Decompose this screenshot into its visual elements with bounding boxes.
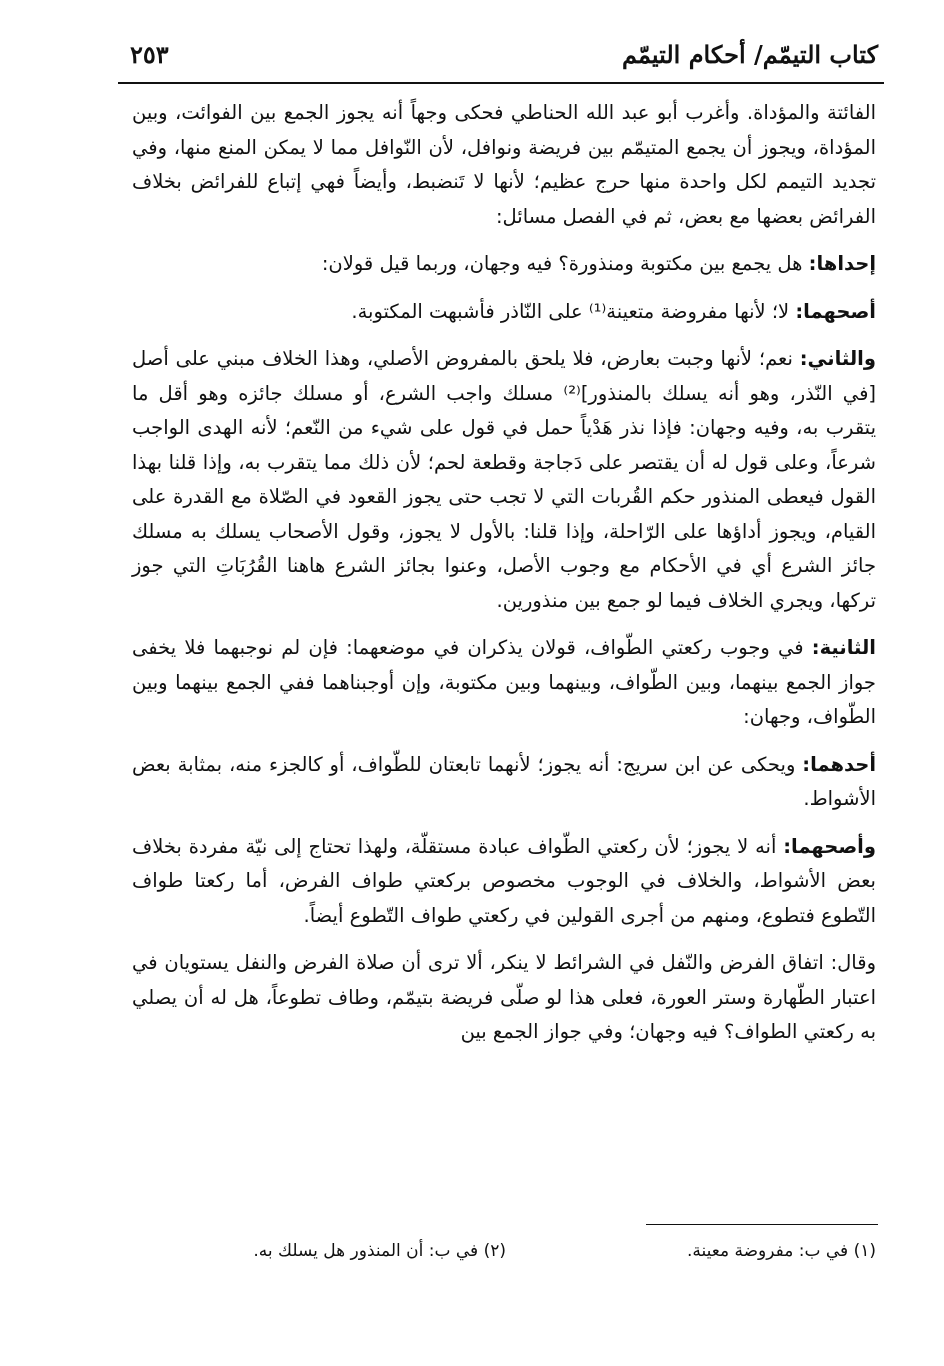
footnote-divider	[646, 1224, 878, 1225]
paragraph-first-issue	[132, 247, 876, 282]
paragraph-first-view	[132, 748, 876, 817]
page-header	[118, 36, 884, 84]
page-number: ٢٥٣	[130, 40, 169, 69]
footnote-2: (٢) في ب: أن المنذور هل يسلك به.	[253, 1241, 506, 1261]
paragraph-lead: وأصحهما:	[783, 834, 876, 858]
paragraph-intro	[132, 96, 876, 234]
paragraph-most-correct-2	[132, 830, 876, 934]
paragraph-text: لا؛ لأنها مفروضة متعينة⁽¹⁾ على النّاذر فأشبهت المكتوبة.	[351, 299, 796, 323]
paragraph-lead: والثاني:	[799, 347, 876, 370]
paragraph-text: أنه لا يجوز؛ لأن ركعتي الطّواف عبادة مستقلّة، ولهذا تحتاج إلى نيّة مفردة بخلاف بعض الأشواط، والخلاف في الوجوب مخصوص بركعتي طواف الفرض، أما ركعتا طواف التّطوع فتطوع، ومنهم من أجرى القولين في ركعتي طواف التّطوع أيضاً.	[132, 834, 876, 927]
paragraph-second-issue	[132, 631, 876, 735]
paragraph-text: وقال: اتفاق الفرض والنّفل في الشرائط لا ينكر، ألا ترى أن صلاة الفرض والنفل يستويان في اعتبار الطّهارة وستر العورة، فعلى هذا لو صلّى فريضة بتيمّم، وطاف تطوعاً، هل له أن يصلي به ركعتي الطواف؟ فيه وجهان؛ وفي جواز الجمع بين	[132, 951, 876, 1043]
paragraph-text: نعم؛ لأنها وجبت بعارض، فلا يلحق بالمفروض الأصلي، وهذا الخلاف مبني على أصل [في النّذر، وهو أنه يسلك بالمنذور]⁽²⁾ مسلك واجب الشرع، أو مسلك جائزه وهو أقل ما يتقرب به، وفيه وجهان: فإذا نذر هَدْياً حمل في قول على شيء من النّعم؛ لأنه الهدى الواجب شرعاً، وعلى قول له أن يقتصر على دَجاجة وقطعة لحم؛ لأن ذلك مما يتقرب به، وإذا قلنا بهذا القول فيعطى المنذور حكم القُربات التي لا تجب حتى يجوز القعود في الصّلاة مع القدرة على القيام، ويجوز أداؤها على الرّاحلة، وإذا قلنا: بالأول لا يجوز، وقول الأصحاب يسلك به مسلك جائز الشرع أي في الأحكام مع وجوب الأصل، وعنوا بجائز الشرع هاهنا القُرُبَاتِ التي جوز تركها، ويجري الخلاف فيما لو جمع بين منذورين.	[132, 347, 876, 612]
paragraph-text: الفائتة والمؤداة. وأغرب أبو عبد الله الحناطي فحكى وجهاً أنه يجوز الجمع بين الفوائت، وبين المؤداة، ويجوز أن يجمع المتيمّم بين فريضة ونوافل، لأن النّوافل مما لا يمكن المنع منها، وفي تجديد التيمم لكل واحدة منها حرج عظيم؛ لأنها لا تَنضبط، وأيضاً فهي إتباع للفرائض بخلاف الفرائض بعضها مع بعض، ثم في الفصل مسائل:	[132, 101, 876, 228]
paragraph-text: هل يجمع بين مكتوبة ومنذورة؟ فيه وجهان، وربما قيل قولان:	[321, 252, 809, 275]
paragraph-second-view	[132, 342, 876, 618]
footnotes	[200, 1236, 876, 1268]
paragraph-text: في وجوب ركعتي الطّواف، قولان يذكران في موضعهما: فإن لم نوجبهما فلا يخفى جواز الجمع بينهما، وبين الطّواف، وبينهما وبين مكتوبة، وإن أوجبناهما ففي الجمع بينهما وبين الطّواف، وجهان:	[132, 636, 876, 728]
paragraph-most-correct	[132, 295, 876, 330]
paragraph-closing	[132, 946, 876, 1050]
paragraph-lead: أصحهما:	[795, 299, 876, 323]
paragraph-lead: إحداها:	[808, 252, 876, 275]
footnote-1: (١) في ب: مفروضة معينة.	[687, 1241, 876, 1261]
body-text	[132, 96, 876, 1063]
paragraph-lead: الثانية:	[811, 636, 876, 659]
paragraph-lead: أحدهما:	[802, 752, 876, 776]
paragraph-text: ويحكى عن ابن سريج: أنه يجوز؛ لأنهما تابعتان للطّواف، أو كالجزء منه، بمثابة بعض الأشواط.	[132, 752, 876, 810]
running-title: كتاب التيمّم/ أحكام التيمّم	[622, 40, 878, 69]
